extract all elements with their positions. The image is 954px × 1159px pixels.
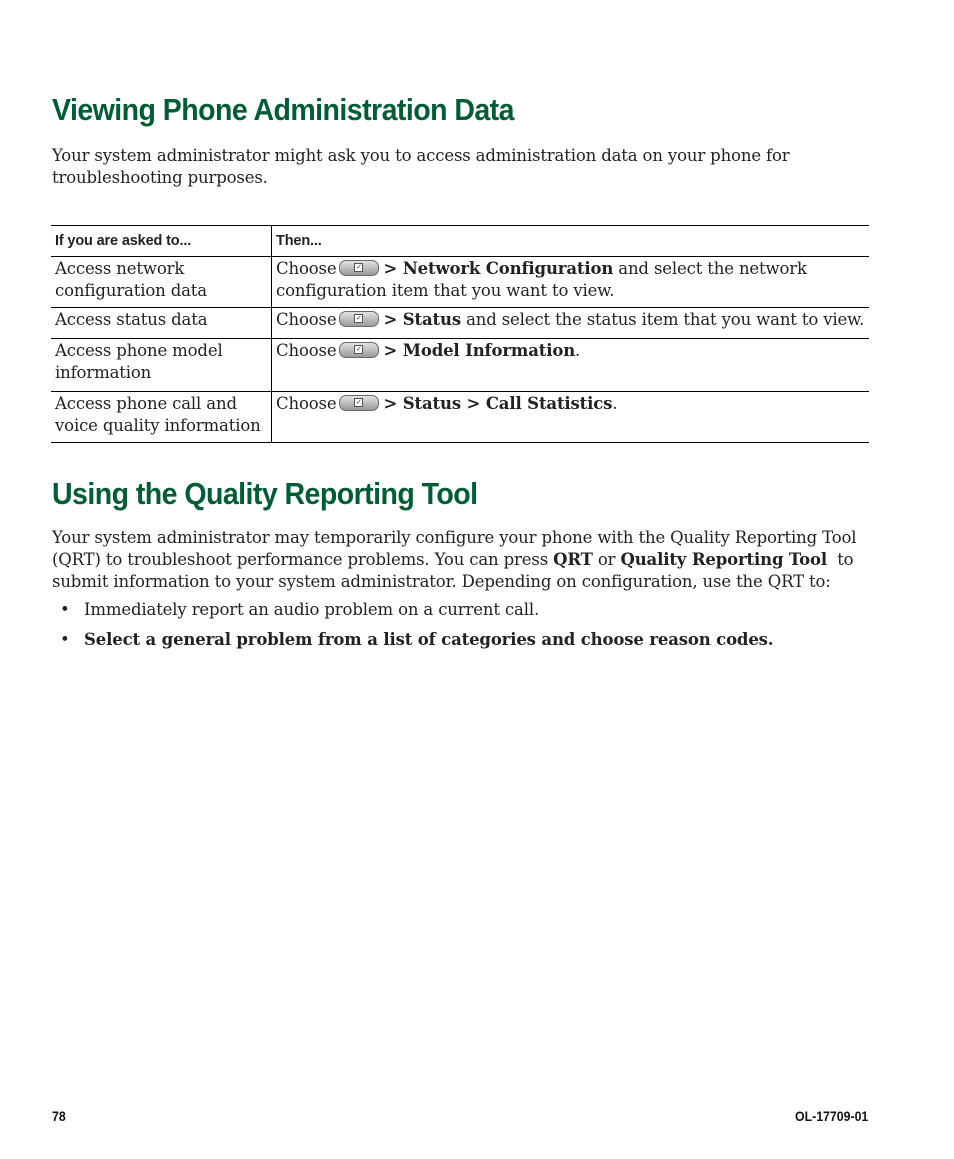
choose-text: Choose — [276, 310, 337, 329]
instruction-rest: and select the network — [613, 259, 807, 278]
instruction-line: configuration item that you want to view. — [276, 281, 615, 300]
section-title-admin-data: Viewing Phone Administration Data — [52, 92, 514, 127]
task-cell — [51, 257, 272, 308]
intro-text: to — [827, 550, 854, 569]
intro-line — [52, 549, 868, 571]
instruction-cell — [272, 392, 870, 443]
table-row — [51, 257, 869, 308]
qrt-softkey-label: QRT — [553, 550, 593, 569]
choose-text: Choose — [276, 394, 337, 413]
instruction-rest: . — [612, 394, 618, 413]
intro-text: or — [592, 550, 621, 569]
instruction-cell — [272, 257, 870, 308]
intro-text: (QRT) to troubleshoot performance problems. You can press — [52, 550, 554, 569]
task-text: Access phone call and — [55, 394, 237, 413]
intro-line: Your system administrator might ask you to access administration data on your phone for — [52, 146, 790, 165]
column-header-task: If you are asked to... — [51, 226, 272, 257]
list-item — [52, 629, 773, 651]
task-cell — [51, 392, 272, 443]
bullet-icon: • — [60, 600, 70, 619]
menu-path: > Status — [383, 310, 461, 329]
intro-line: troubleshooting purposes. — [52, 168, 268, 187]
choose-text: Choose — [276, 341, 337, 360]
instruction-cell — [272, 308, 870, 339]
table-row — [51, 308, 869, 339]
task-text: voice quality information — [55, 416, 261, 435]
qrt-tool-label: Quality Reporting Tool — [620, 550, 827, 569]
instruction-rest: and select the status item that you want to view. — [460, 310, 865, 329]
task-text: Access status data — [55, 310, 208, 329]
admin-data-table — [51, 225, 869, 443]
list-item-text: Immediately report an audio problem on a current call. — [84, 600, 540, 619]
qrt-uses-list — [52, 599, 773, 659]
table-header-row — [51, 226, 869, 257]
menu-path: > Network Configuration — [383, 259, 614, 278]
document-number: OL-17709-01 — [794, 1108, 868, 1124]
instruction-cell — [272, 339, 870, 392]
settings-key-icon: ✓ — [339, 342, 379, 358]
section-title-qrt: Using the Quality Reporting Tool — [52, 476, 478, 511]
page-number: 78 — [52, 1108, 66, 1124]
intro-line: Your system administrator may temporarily configure your phone with the Quality Reporting Tool — [52, 528, 857, 547]
intro-line: submit information to your system administrator. Depending on configuration, use the QRT to: — [52, 572, 831, 591]
instruction-rest: . — [575, 341, 581, 360]
intro-paragraph-admin — [52, 145, 852, 189]
task-text: Access network — [55, 259, 185, 278]
intro-paragraph-qrt — [52, 527, 868, 593]
task-text: configuration data — [55, 281, 207, 300]
settings-key-icon: ✓ — [339, 260, 379, 276]
task-cell — [51, 308, 272, 339]
menu-path: > Status > Call Statistics — [383, 394, 613, 413]
menu-path: > Model Information — [383, 341, 576, 360]
task-cell — [51, 339, 272, 392]
task-text: Access phone model — [55, 341, 223, 360]
column-header-then: Then... — [272, 226, 870, 257]
list-item — [52, 599, 773, 621]
task-text: information — [55, 363, 152, 382]
list-item-text: Select a general problem from a list of categories and choose reason codes. — [84, 630, 774, 649]
settings-key-icon: ✓ — [339, 395, 379, 411]
table-row — [51, 392, 869, 443]
choose-text: Choose — [276, 259, 337, 278]
bullet-icon: • — [60, 630, 70, 649]
settings-key-icon: ✓ — [339, 311, 379, 327]
table-row — [51, 339, 869, 392]
